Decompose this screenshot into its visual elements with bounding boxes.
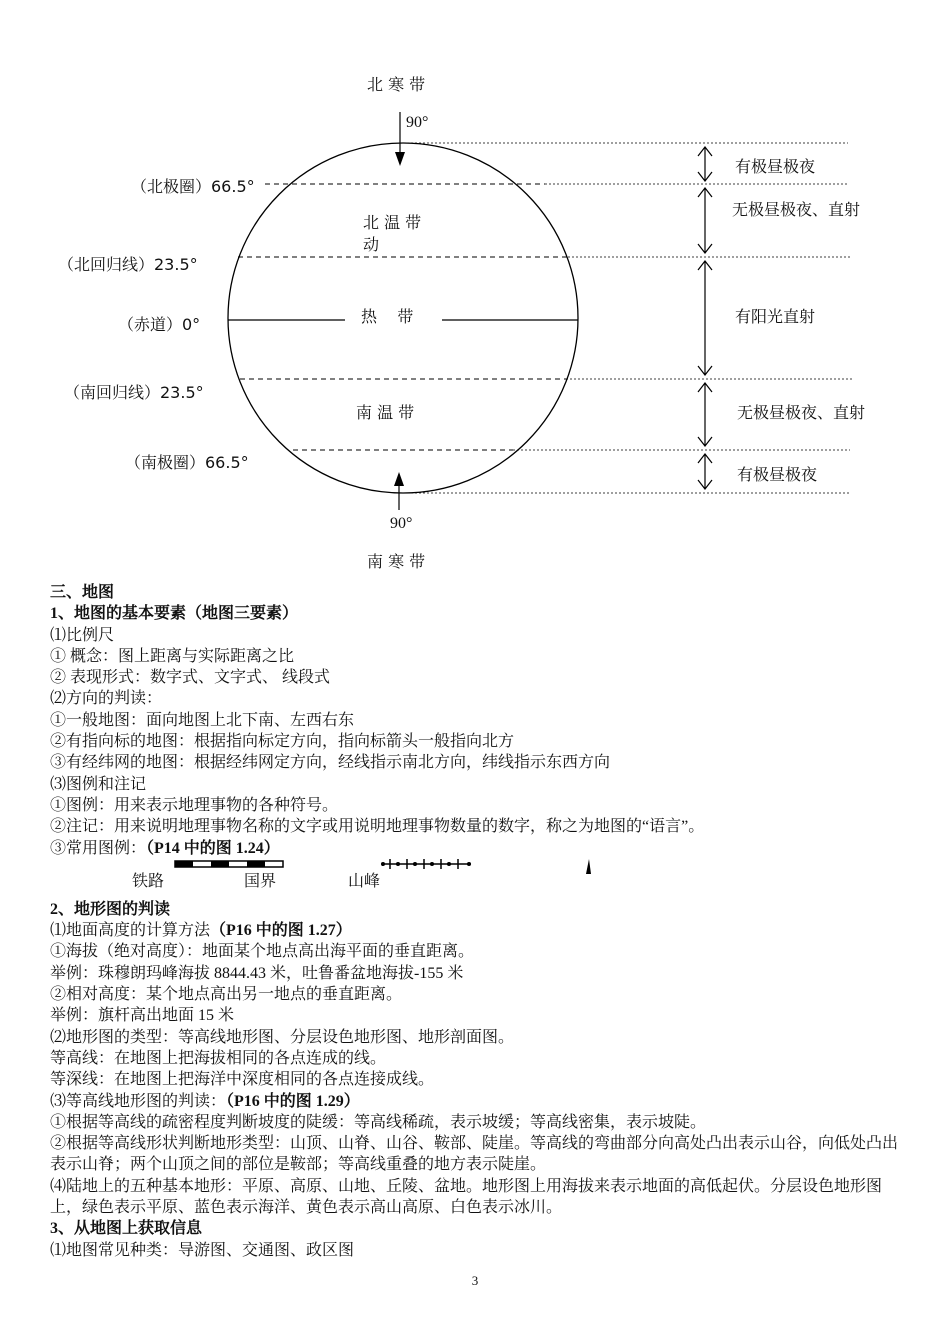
subsection-3-title: 3、从地图上获取信息 xyxy=(50,1220,203,1238)
angle-top: 90° xyxy=(406,114,429,131)
zone-south-frigid: 南 寒 带 xyxy=(367,552,426,571)
text-line xyxy=(50,838,910,859)
text-line: ②有指向标的地图：根据指向标定方向，指向标箭头一般指向北方 xyxy=(50,733,515,751)
label-tropic-cancer: （北回归线）23.5° xyxy=(58,255,198,274)
zone-torrid: 热 带 xyxy=(361,307,414,326)
note-south-polar: 有极昼极夜 xyxy=(737,465,818,484)
text-line: ③有经纬网的地图：根据经纬网定方向，经线指示南北方向，纬线指示东西方向 xyxy=(50,754,611,772)
label-tropic-capricorn: （南回归线）23.5° xyxy=(64,383,204,402)
text-line: ② 表现形式：数字式、文字式、 线段式 xyxy=(50,669,331,687)
text-line: 等深线：在地图上把海洋中深度相同的各点连接成线。 xyxy=(50,1071,435,1089)
arrow-north-temperate xyxy=(698,188,712,253)
text-line xyxy=(50,920,910,941)
text-line: 举例：旗杆高出地面 15 米 xyxy=(50,1007,235,1025)
note-north-temperate: 无极昼极夜、直射 xyxy=(732,200,861,219)
bottom-ray-arrowhead xyxy=(394,472,404,486)
text-line xyxy=(50,1091,910,1112)
text-line: ②注记：用来说明地理事物名称的文字或用说明地理事物数量的数字，称之为地图的“语言”。 xyxy=(50,818,705,836)
peak-symbol-icon xyxy=(586,859,591,874)
note-torrid: 有阳光直射 xyxy=(735,307,816,326)
text-prefix: ⑶等高线地形图的判读： xyxy=(50,1092,227,1110)
zone-north-frigid: 北 寒 带 xyxy=(367,75,426,94)
label-antarctic-circle: （南极圈）66.5° xyxy=(125,453,249,472)
map-legend-symbols xyxy=(50,859,910,899)
text-line: ⑴地图常见种类：导游图、交通图、政区图 xyxy=(50,1241,355,1259)
text-prefix: ⑴地面高度的计算方法 xyxy=(50,922,211,940)
legend-symbol-graphics xyxy=(50,859,910,881)
text-line: ⑶图例和注记 xyxy=(50,775,147,793)
text-paragraph: ⑷陆地上的五种基本地形：平原、高原、山地、丘陵、盆地。地形图上用海拔来表示地面的高低起伏。分层设色地形图上，绿色表示平原、蓝色表示海洋、黄色表示高山高原、白色表示冰川。 xyxy=(50,1177,883,1217)
arrow-torrid xyxy=(698,261,712,375)
zone-north-temperate-extra: 动 xyxy=(363,235,380,254)
figure-reference: （P14 中的图 1.24） xyxy=(146,839,280,857)
arrow-south-polar xyxy=(698,454,712,489)
arrow-north-polar xyxy=(698,147,712,181)
zone-south-temperate: 南 温 带 xyxy=(356,403,415,422)
text-line: ⑵方向的判读： xyxy=(50,690,163,708)
note-north-polar: 有极昼极夜 xyxy=(735,157,816,176)
arrow-south-temperate xyxy=(698,383,712,446)
angle-bottom: 90° xyxy=(390,515,413,532)
label-arctic-circle: （北极圈）66.5° xyxy=(131,177,255,196)
text-paragraph: ②根据等高线形状判断地形类型：山顶、山脊、山谷、鞍部、陡崖。等高线的弯曲部分向高处凸出表示山谷，向低处凸出表示山脊；两个山顶之间的部位是鞍部；等高线重叠的地方表示陡崖。 xyxy=(50,1135,899,1174)
text-line: ⑴比例尺 xyxy=(50,626,115,644)
railway-symbol-icon xyxy=(175,861,283,867)
text-line: 等高线：在地图上把海拔相同的各点连成的线。 xyxy=(50,1049,387,1067)
legend-label-peak: 山峰 xyxy=(348,872,381,890)
page-number: 3 xyxy=(471,1273,479,1288)
legend-label-railway: 铁路 xyxy=(132,872,165,890)
figure-reference: （P16 中的图 1.29） xyxy=(226,1092,360,1110)
climate-zone-diagram xyxy=(0,0,950,580)
text-line: ⑵地形图的类型：等高线地形图、分层设色地形图、地形剖面图。 xyxy=(50,1028,515,1046)
label-equator: （赤道）0° xyxy=(118,315,201,334)
border-symbol-icon xyxy=(382,859,471,869)
text-line: ①海拔（绝对高度）：地面某个地点高出海平面的垂直距离。 xyxy=(50,943,475,961)
text-line: ①图例：用来表示地理事物的各种符号。 xyxy=(50,796,339,814)
note-south-temperate: 无极昼极夜、直射 xyxy=(737,403,866,422)
subsection-1-title: 1、地图的基本要素（地图三要素） xyxy=(50,605,299,623)
text-line: 举例：珠穆朗玛峰海拔 8844.43 米，吐鲁番盆地海拔-155 米 xyxy=(50,964,464,982)
figure-reference: （P16 中的图 1.27） xyxy=(210,922,352,940)
text-line: ①根据等高线的疏密程度判断坡度的陡缓：等高线稀疏，表示坡缓；等高线密集，表示坡陡。 xyxy=(50,1113,707,1131)
text-line: ① 概念：图上距离与实际距离之比 xyxy=(50,647,295,665)
zone-north-temperate: 北 温 带 xyxy=(363,213,422,232)
text-line: ②相对高度：某个地点高出另一地点的垂直距离。 xyxy=(50,986,403,1004)
text-line: ①一般地图：面向地图上北下南、左西右东 xyxy=(50,711,355,729)
section-title: 三、地图 xyxy=(50,584,115,601)
text-prefix: ③常用图例： xyxy=(50,839,147,857)
document-body xyxy=(50,582,910,1261)
subsection-2-title: 2、地形图的判读 xyxy=(50,900,171,918)
legend-label-border: 国界 xyxy=(244,872,277,890)
top-ray-arrowhead xyxy=(395,152,405,166)
